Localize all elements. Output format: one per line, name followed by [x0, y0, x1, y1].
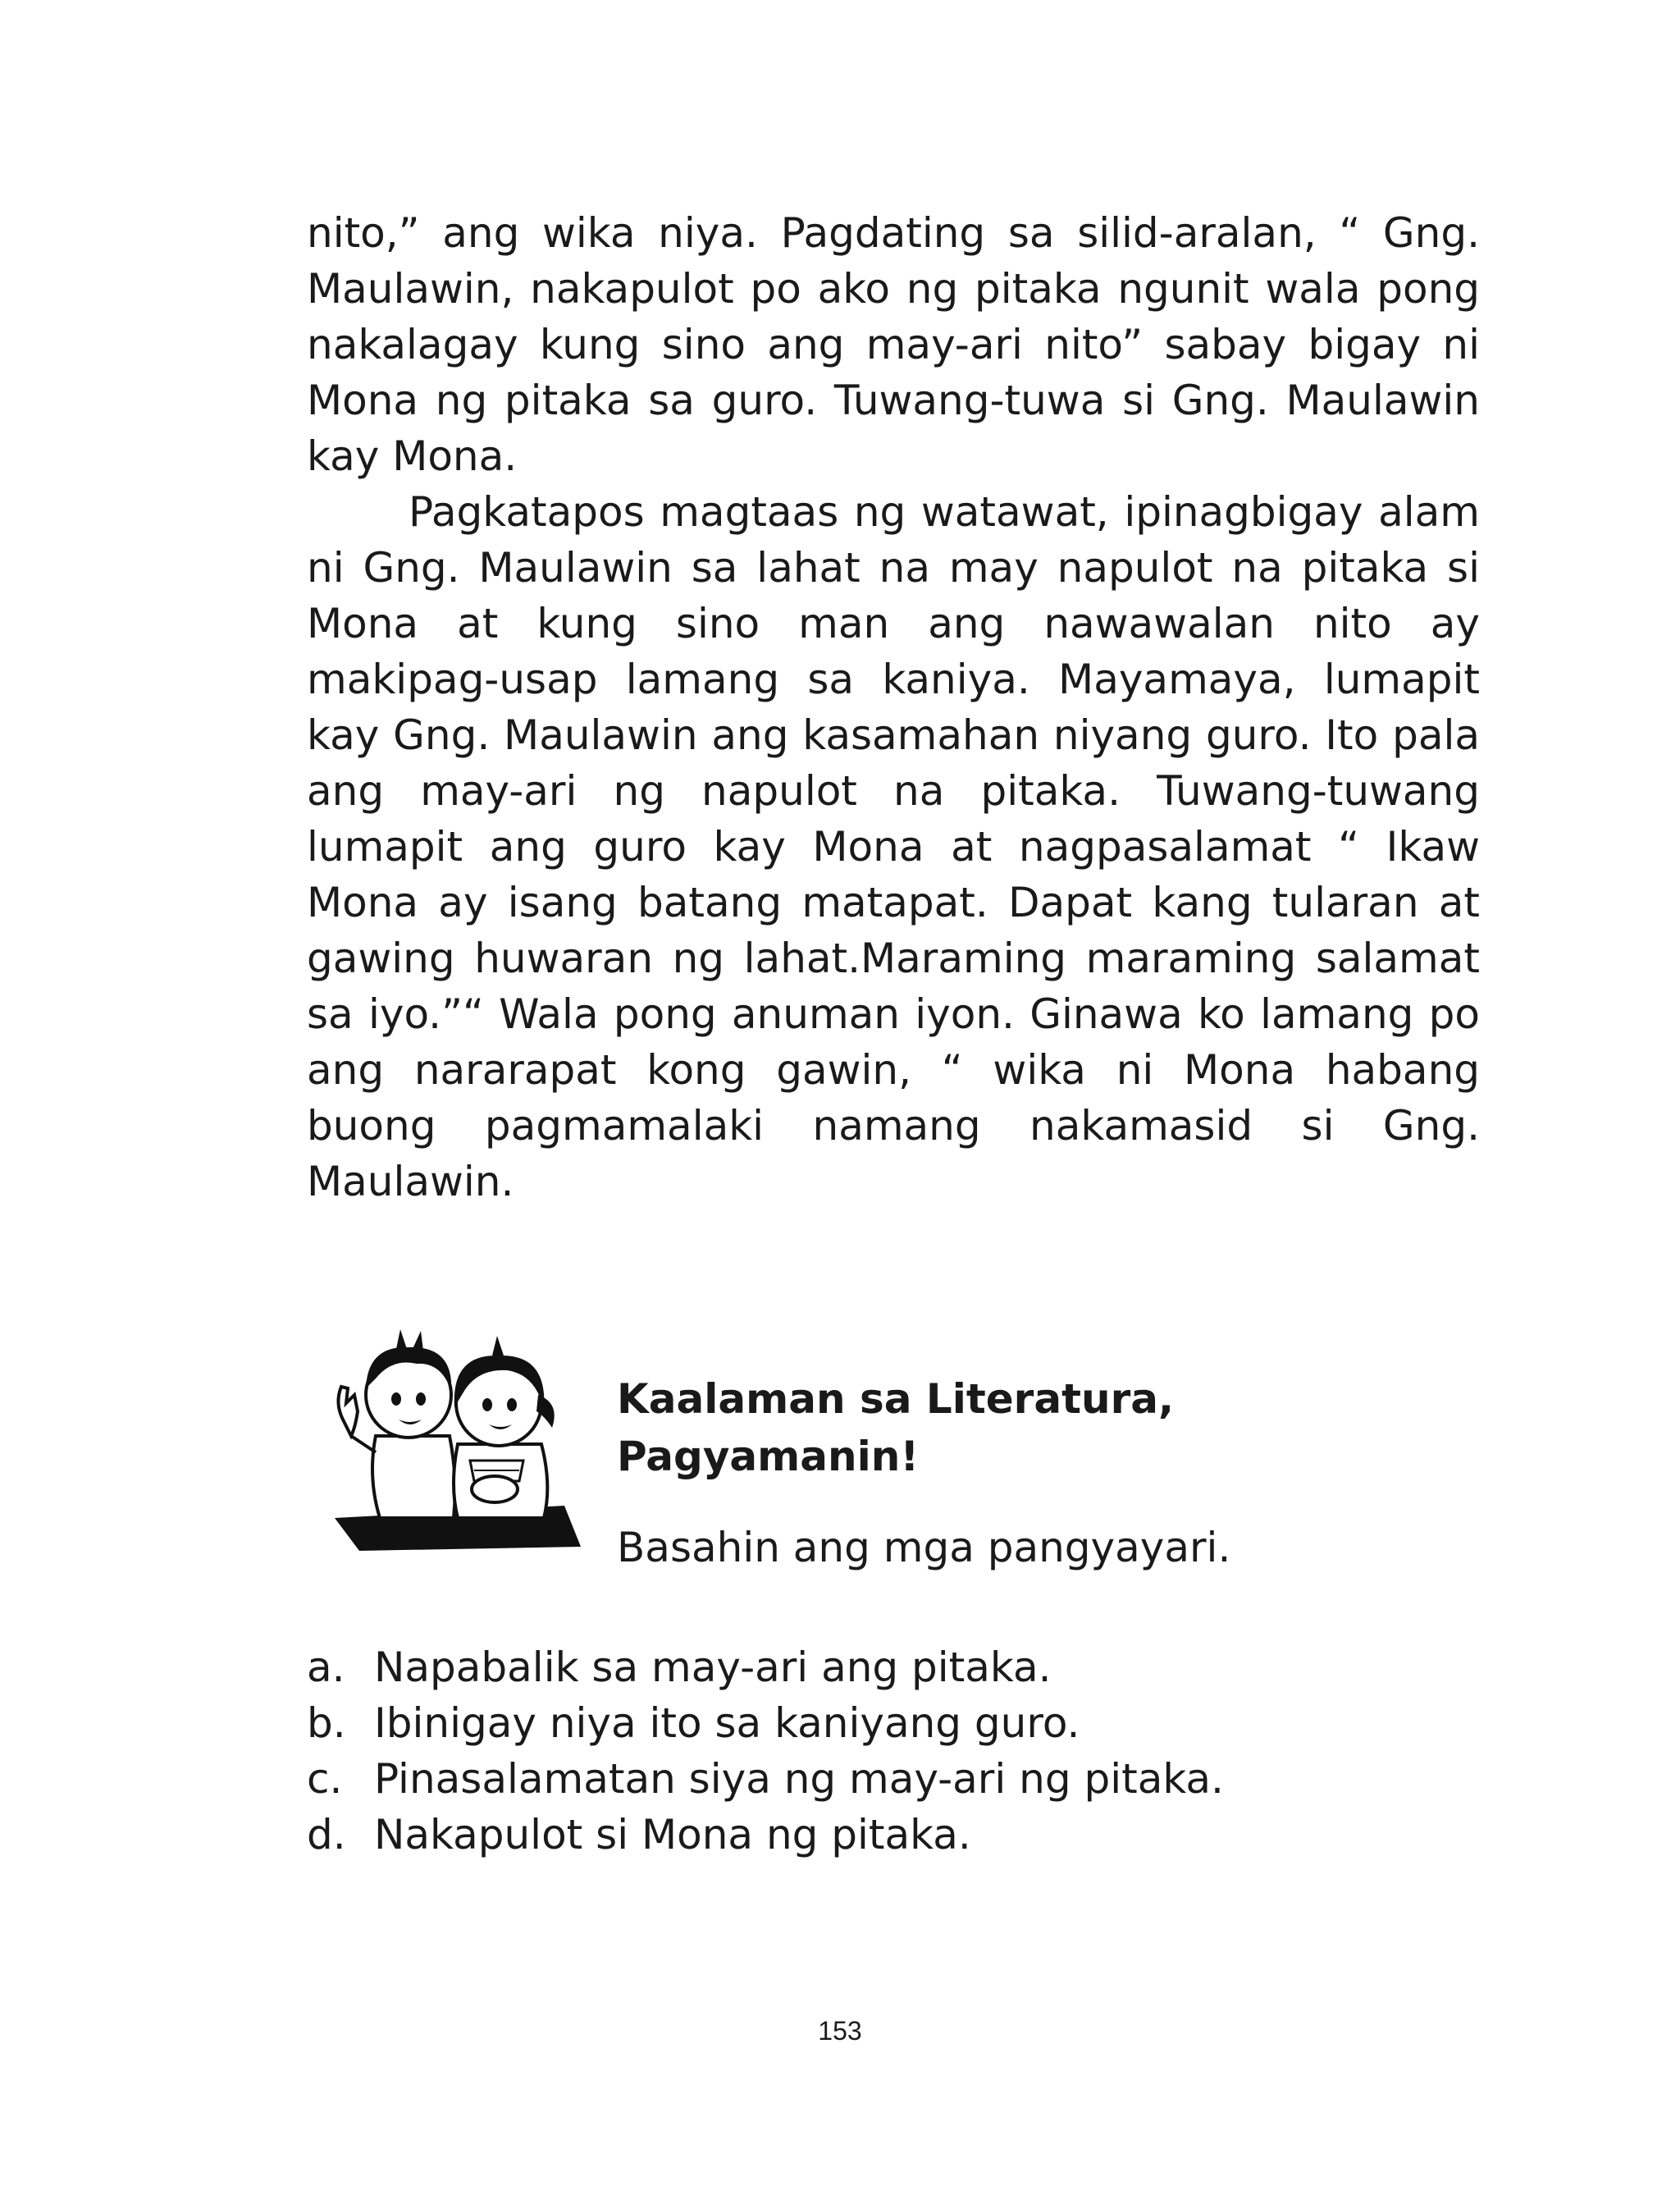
story-paragraph-2: Pagkatapos magtaas ng watawat, ipinagbigay alam ni Gng. Maulawin sa lahat na may napulot na pitaka si Mona at kung sino man ang nawawalan nito ay makipag-usap lamang sa kaniya. Mayamaya, lumapit kay Gng. Maulawin ang kasamahan niyang guro. Ito pala ang may-ari ng napulot na pitaka. Tuwang-tuwang lumapit ang guro kay Mona at nagpasalamat “ Ikaw Mona ay isang batang matapat. Dapat kang tularan at gawing huwaran ng lahat.Maraming maraming salamat sa iyo.”“ Wala pong anuman iyon. Ginawa ko lamang po ang nararapat kong gawin, “ wika ni Mona habang buong pagmamalaki namang nakamasid si Gng. Maulawin.: [307, 488, 1480, 1205]
section-instruction: Basahin ang mga pangyayari.: [617, 1524, 1231, 1571]
section-heading-line-1: Kaalaman sa Literatura,: [617, 1375, 1174, 1423]
list-item-text: Napabalik sa may-ari ang pitaka.: [374, 1644, 1052, 1691]
list-item-letter: c.: [307, 1755, 343, 1803]
page-number: 153: [818, 2016, 862, 2046]
list-item-letter: b.: [307, 1699, 346, 1747]
section-heading: [617, 1370, 1355, 1485]
list-item: [307, 1751, 1224, 1807]
story-text: [307, 205, 1480, 1209]
list-item: [307, 1639, 1224, 1695]
list-item-text: Pinasalamatan siya ng may-ari ng pitaka.: [374, 1755, 1224, 1803]
list-item-letter: a.: [307, 1644, 345, 1691]
two-children-illustration-icon: [318, 1313, 589, 1551]
events-list: [307, 1639, 1224, 1863]
list-item-text: Nakapulot si Mona ng pitaka.: [374, 1811, 971, 1859]
story-paragraph-1: nito,” ang wika niya. Pagdating sa silid-aralan, “ Gng. Maulawin, nakapulot po ako ng pitaka ngunit wala pong nakalagay kung sino ang may-ari nito” sabay bigay ni Mona ng pitaka sa guro. Tuwang-tuwa si Gng. Maulawin kay Mona.: [307, 209, 1480, 480]
list-item-letter: d.: [307, 1811, 346, 1859]
section-heading-line-2: Pagyamanin!: [617, 1433, 920, 1480]
list-item: [307, 1695, 1224, 1751]
list-item-text: Ibinigay niya ito sa kaniyang guro.: [374, 1699, 1080, 1747]
list-item: [307, 1807, 1224, 1863]
